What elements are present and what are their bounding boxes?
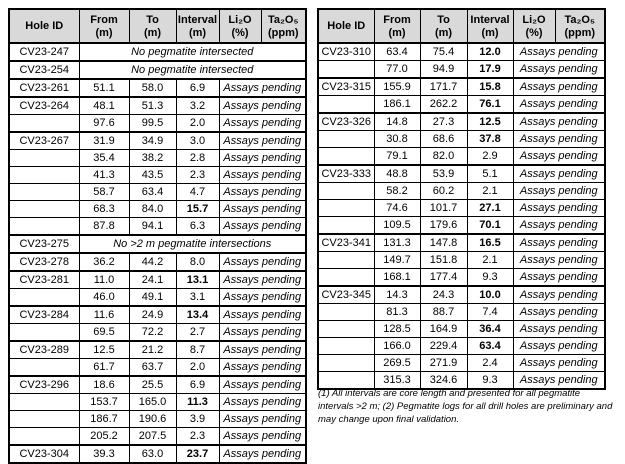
col-header-ta2o5 — [261, 9, 306, 43]
assays-status-cell: Assays pending — [513, 61, 605, 79]
table-row — [9, 61, 306, 79]
to-cell: 24.9 — [129, 306, 176, 324]
col-header-from — [79, 9, 129, 43]
to-cell: 63.0 — [129, 445, 176, 463]
to-cell: 207.5 — [129, 428, 176, 446]
from-cell: 69.5 — [79, 324, 129, 342]
hole-id-cell: CV23-281 — [9, 271, 79, 289]
col-header-hole-id: Hole ID — [318, 9, 374, 43]
to-cell: 147.8 — [420, 234, 467, 252]
interval-cell: 8.7 — [176, 341, 219, 359]
assays-status-cell: Assays pending — [219, 150, 306, 167]
interval-cell: 63.4 — [467, 338, 513, 355]
interval-cell: 3.9 — [176, 411, 219, 428]
col-header-ta2o5 — [555, 9, 605, 43]
table-row — [9, 359, 306, 377]
hole-id-cell — [9, 201, 79, 218]
to-cell: 44.2 — [129, 253, 176, 271]
to-cell: 49.1 — [129, 289, 176, 307]
col-header-unit: (m) — [481, 26, 499, 39]
footnote-text: (1) All intervals are core length and presented for all pegmatite intervals >2 m; (2) Pegmatite logs for all drill holes are preliminary and may change upon final validation. — [318, 388, 613, 426]
hole-id-cell — [318, 355, 374, 372]
col-header-unit: (m) — [434, 26, 453, 39]
to-cell: 271.9 — [420, 355, 467, 372]
table-row — [9, 201, 306, 218]
assays-status-cell: Assays pending — [513, 131, 605, 148]
from-cell: 153.7 — [79, 394, 129, 411]
assays-status-cell: Assays pending — [513, 286, 605, 304]
from-cell: 35.4 — [79, 150, 129, 167]
hole-id-cell — [318, 200, 374, 217]
to-cell: 68.6 — [420, 131, 467, 148]
table-row — [9, 376, 306, 394]
assays-status-cell: Assays pending — [513, 148, 605, 166]
col-header-unit: (ppm) — [267, 26, 299, 39]
table-row — [318, 252, 605, 269]
assays-status-cell: Assays pending — [219, 376, 306, 394]
table-row — [9, 132, 306, 150]
assays-status-cell: Assays pending — [513, 252, 605, 269]
interval-cell: 12.0 — [467, 43, 513, 61]
to-cell: 164.9 — [420, 321, 467, 338]
to-cell: 229.4 — [420, 338, 467, 355]
interval-cell: 15.7 — [176, 201, 219, 218]
assays-status-cell: Assays pending — [219, 445, 306, 463]
assays-status-cell: Assays pending — [513, 372, 605, 390]
from-cell: 48.1 — [79, 97, 129, 115]
interval-cell: 2.9 — [467, 148, 513, 166]
from-cell: 79.1 — [374, 148, 420, 166]
table-row — [318, 338, 605, 355]
to-cell: 60.2 — [420, 183, 467, 200]
interval-cell: 16.5 — [467, 234, 513, 252]
interval-cell: 5.1 — [467, 165, 513, 183]
hole-id-cell: CV23-264 — [9, 97, 79, 115]
interval-cell: 13.1 — [176, 271, 219, 289]
hole-id-cell: CV23-333 — [318, 165, 374, 183]
from-cell: 31.9 — [79, 132, 129, 150]
table-row — [318, 269, 605, 287]
col-header-label: Li₂O — [522, 13, 546, 26]
interval-cell: 2.1 — [467, 183, 513, 200]
header-row — [9, 9, 306, 43]
hole-id-cell: CV23-254 — [9, 61, 79, 79]
interval-cell: 8.0 — [176, 253, 219, 271]
col-header-label: Li₂O — [228, 13, 252, 26]
hole-id-cell — [318, 96, 374, 114]
assays-status-cell: Assays pending — [219, 324, 306, 342]
col-header-label: Interval — [470, 13, 510, 26]
from-cell: 39.3 — [79, 445, 129, 463]
hole-id-cell: CV23-315 — [318, 78, 374, 96]
to-cell: 84.0 — [129, 201, 176, 218]
to-cell: 63.4 — [129, 184, 176, 201]
assays-status-cell: Assays pending — [219, 428, 306, 446]
interval-cell: 2.7 — [176, 324, 219, 342]
hole-id-cell: CV23-304 — [9, 445, 79, 463]
table-row — [9, 394, 306, 411]
hole-id-cell — [9, 428, 79, 446]
interval-cell: 76.1 — [467, 96, 513, 114]
from-cell: 48.8 — [374, 165, 420, 183]
to-cell: 38.2 — [129, 150, 176, 167]
hole-id-cell: CV23-289 — [9, 341, 79, 359]
assays-status-cell: Assays pending — [219, 115, 306, 133]
to-cell: 58.0 — [129, 79, 176, 97]
table-row — [9, 428, 306, 446]
assays-status-cell: Assays pending — [513, 269, 605, 287]
assays-status-cell: Assays pending — [219, 253, 306, 271]
assays-status-cell: Assays pending — [513, 304, 605, 321]
col-header-to — [420, 9, 467, 43]
from-cell: 14.3 — [374, 286, 420, 304]
interval-cell: 70.1 — [467, 217, 513, 235]
col-header-unit: (ppm) — [564, 26, 596, 39]
from-cell: 149.7 — [374, 252, 420, 269]
interval-cell: 7.4 — [467, 304, 513, 321]
col-header-li2o — [219, 9, 261, 43]
interval-cell: 11.3 — [176, 394, 219, 411]
hole-id-cell — [318, 304, 374, 321]
interval-cell: 9.3 — [467, 372, 513, 390]
table-row — [318, 43, 605, 61]
hole-id-cell — [9, 184, 79, 201]
assays-status-cell: Assays pending — [513, 200, 605, 217]
to-cell: 99.5 — [129, 115, 176, 133]
col-header-hole-id: Hole ID — [9, 9, 79, 43]
table-row — [318, 355, 605, 372]
from-cell: 168.1 — [374, 269, 420, 287]
assays-status-cell: Assays pending — [219, 79, 306, 97]
assays-status-cell: Assays pending — [219, 359, 306, 377]
col-header-label: To — [146, 13, 159, 26]
table-row — [9, 167, 306, 184]
hole-id-cell — [9, 289, 79, 307]
interval-cell: 23.7 — [176, 445, 219, 463]
assays-status-cell: Assays pending — [219, 201, 306, 218]
interval-cell: 2.3 — [176, 428, 219, 446]
hole-id-cell — [318, 338, 374, 355]
to-cell: 43.5 — [129, 167, 176, 184]
from-cell: 97.6 — [79, 115, 129, 133]
from-cell: 74.6 — [374, 200, 420, 217]
table-row — [318, 113, 605, 131]
from-cell: 81.3 — [374, 304, 420, 321]
col-header-unit: (%) — [231, 26, 249, 39]
hole-id-cell — [9, 411, 79, 428]
table-row — [9, 115, 306, 133]
assays-status-cell: Assays pending — [513, 183, 605, 200]
table-row — [9, 289, 306, 307]
to-cell: 53.9 — [420, 165, 467, 183]
table-row — [9, 79, 306, 97]
col-header-li2o — [513, 9, 555, 43]
assays-status-cell: Assays pending — [219, 167, 306, 184]
interval-cell: 36.4 — [467, 321, 513, 338]
to-cell: 24.1 — [129, 271, 176, 289]
table-row — [318, 234, 605, 252]
interval-cell: 3.1 — [176, 289, 219, 307]
col-header-label: Ta₂O₅ — [564, 13, 595, 26]
to-cell: 94.9 — [420, 61, 467, 79]
hole-id-cell: CV23-296 — [9, 376, 79, 394]
header-row — [318, 9, 605, 43]
col-header-interval — [467, 9, 513, 43]
hole-id-cell — [318, 148, 374, 166]
interval-cell: 15.8 — [467, 78, 513, 96]
table-row — [318, 183, 605, 200]
interval-cell: 2.8 — [176, 150, 219, 167]
assays-status-cell: Assays pending — [219, 218, 306, 236]
from-cell: 315.3 — [374, 372, 420, 390]
hole-id-cell — [9, 218, 79, 236]
assays-status-cell: Assays pending — [219, 271, 306, 289]
hole-id-cell — [9, 150, 79, 167]
table-row — [9, 150, 306, 167]
table-row — [318, 217, 605, 235]
interval-cell: 2.4 — [467, 355, 513, 372]
from-cell: 36.2 — [79, 253, 129, 271]
note-cell: No >2 m pegmatite intersections — [79, 235, 306, 253]
from-cell: 186.1 — [374, 96, 420, 114]
from-cell: 128.5 — [374, 321, 420, 338]
col-header-unit: (m) — [143, 26, 162, 39]
hole-id-cell — [318, 269, 374, 287]
hole-id-cell: CV23-345 — [318, 286, 374, 304]
to-cell: 179.6 — [420, 217, 467, 235]
assays-status-cell: Assays pending — [513, 234, 605, 252]
from-cell: 58.2 — [374, 183, 420, 200]
table-row — [318, 304, 605, 321]
col-header-label: From — [90, 13, 118, 26]
from-cell: 11.0 — [79, 271, 129, 289]
hole-id-cell — [318, 321, 374, 338]
from-cell: 77.0 — [374, 61, 420, 79]
table-row — [318, 131, 605, 148]
table-row — [9, 97, 306, 115]
hole-id-cell: CV23-341 — [318, 234, 374, 252]
interval-cell: 6.9 — [176, 79, 219, 97]
to-cell: 88.7 — [420, 304, 467, 321]
table-row — [9, 43, 306, 61]
to-cell: 177.4 — [420, 269, 467, 287]
table-row — [9, 271, 306, 289]
assays-status-cell: Assays pending — [219, 341, 306, 359]
to-cell: 94.1 — [129, 218, 176, 236]
from-cell: 186.7 — [79, 411, 129, 428]
hole-id-cell: CV23-261 — [9, 79, 79, 97]
to-cell: 21.2 — [129, 341, 176, 359]
table-row — [9, 253, 306, 271]
table-row — [9, 218, 306, 236]
interval-cell: 2.0 — [176, 359, 219, 377]
col-header-label: To — [437, 13, 450, 26]
to-cell: 82.0 — [420, 148, 467, 166]
drill-intervals-table-left — [8, 8, 307, 464]
from-cell: 87.8 — [79, 218, 129, 236]
assays-status-cell: Assays pending — [513, 78, 605, 96]
hole-id-cell: CV23-278 — [9, 253, 79, 271]
assays-status-cell: Assays pending — [513, 321, 605, 338]
hole-id-cell — [318, 61, 374, 79]
from-cell: 68.3 — [79, 201, 129, 218]
assays-status-cell: Assays pending — [513, 113, 605, 131]
table-row — [9, 411, 306, 428]
from-cell: 109.5 — [374, 217, 420, 235]
from-cell: 63.4 — [374, 43, 420, 61]
from-cell: 41.3 — [79, 167, 129, 184]
hole-id-cell — [9, 394, 79, 411]
assays-status-cell: Assays pending — [219, 289, 306, 307]
from-cell: 205.2 — [79, 428, 129, 446]
col-header-label: Interval — [177, 13, 218, 26]
to-cell: 51.3 — [129, 97, 176, 115]
hole-id-cell — [318, 217, 374, 235]
assays-status-cell: Assays pending — [513, 96, 605, 114]
interval-cell: 27.1 — [467, 200, 513, 217]
col-header-interval — [176, 9, 219, 43]
to-cell: 262.2 — [420, 96, 467, 114]
from-cell: 18.6 — [79, 376, 129, 394]
assays-status-cell: Assays pending — [219, 411, 306, 428]
assays-status-cell: Assays pending — [219, 306, 306, 324]
assays-status-cell: Assays pending — [219, 394, 306, 411]
from-cell: 166.0 — [374, 338, 420, 355]
col-header-to — [129, 9, 176, 43]
to-cell: 101.7 — [420, 200, 467, 217]
interval-cell: 17.9 — [467, 61, 513, 79]
interval-cell: 4.7 — [176, 184, 219, 201]
col-header-unit: (m) — [188, 26, 207, 39]
to-cell: 75.4 — [420, 43, 467, 61]
interval-cell: 2.0 — [176, 115, 219, 133]
table-row — [9, 341, 306, 359]
assays-status-cell: Assays pending — [219, 132, 306, 150]
col-header-unit: (%) — [525, 26, 543, 39]
to-cell: 72.2 — [129, 324, 176, 342]
to-cell: 24.3 — [420, 286, 467, 304]
assays-status-cell: Assays pending — [513, 43, 605, 61]
table-row — [318, 96, 605, 114]
col-header-label: Ta₂O₅ — [267, 13, 299, 26]
interval-cell: 2.3 — [176, 167, 219, 184]
hole-id-cell — [9, 167, 79, 184]
assays-status-cell: Assays pending — [513, 217, 605, 235]
interval-cell: 12.5 — [467, 113, 513, 131]
interval-cell: 37.8 — [467, 131, 513, 148]
hole-id-cell — [9, 359, 79, 377]
col-header-unit: (m) — [95, 26, 113, 39]
hole-id-cell — [9, 115, 79, 133]
table-row — [318, 286, 605, 304]
assays-status-cell: Assays pending — [219, 184, 306, 201]
hole-id-cell: CV23-326 — [318, 113, 374, 131]
col-header-from — [374, 9, 420, 43]
interval-cell: 6.9 — [176, 376, 219, 394]
table-row — [318, 200, 605, 217]
from-cell: 14.8 — [374, 113, 420, 131]
from-cell: 58.7 — [79, 184, 129, 201]
interval-cell: 3.0 — [176, 132, 219, 150]
table-row — [318, 165, 605, 183]
hole-id-cell: CV23-310 — [318, 43, 374, 61]
from-cell: 269.5 — [374, 355, 420, 372]
from-cell: 12.5 — [79, 341, 129, 359]
to-cell: 324.6 — [420, 372, 467, 390]
hole-id-cell — [318, 252, 374, 269]
note-cell: No pegmatite intersected — [79, 61, 306, 79]
from-cell: 155.9 — [374, 78, 420, 96]
table-row — [9, 324, 306, 342]
table-row — [9, 235, 306, 253]
drill-intervals-table-right — [317, 8, 606, 390]
table-row — [318, 321, 605, 338]
col-header-label: From — [383, 13, 411, 26]
hole-id-cell: CV23-284 — [9, 306, 79, 324]
from-cell: 61.7 — [79, 359, 129, 377]
interval-cell: 2.1 — [467, 252, 513, 269]
table-row — [9, 184, 306, 201]
from-cell: 51.1 — [79, 79, 129, 97]
to-cell: 27.3 — [420, 113, 467, 131]
hole-id-cell — [318, 183, 374, 200]
to-cell: 165.0 — [129, 394, 176, 411]
hole-id-cell: CV23-247 — [9, 43, 79, 61]
from-cell: 30.8 — [374, 131, 420, 148]
to-cell: 190.6 — [129, 411, 176, 428]
hole-id-cell: CV23-267 — [9, 132, 79, 150]
col-header-unit: (m) — [388, 26, 406, 39]
interval-cell: 9.3 — [467, 269, 513, 287]
assays-status-cell: Assays pending — [513, 355, 605, 372]
to-cell: 63.7 — [129, 359, 176, 377]
from-cell: 131.3 — [374, 234, 420, 252]
interval-cell: 10.0 — [467, 286, 513, 304]
table-row — [9, 306, 306, 324]
from-cell: 46.0 — [79, 289, 129, 307]
interval-cell: 3.2 — [176, 97, 219, 115]
hole-id-cell — [318, 131, 374, 148]
note-cell: No pegmatite intersected — [79, 43, 306, 61]
hole-id-cell — [9, 324, 79, 342]
table-row — [318, 78, 605, 96]
interval-cell: 6.3 — [176, 218, 219, 236]
interval-cell: 13.4 — [176, 306, 219, 324]
table-row — [9, 445, 306, 463]
from-cell: 11.6 — [79, 306, 129, 324]
to-cell: 171.7 — [420, 78, 467, 96]
hole-id-cell: CV23-275 — [9, 235, 79, 253]
to-cell: 34.9 — [129, 132, 176, 150]
to-cell: 151.8 — [420, 252, 467, 269]
assays-status-cell: Assays pending — [219, 97, 306, 115]
assays-status-cell: Assays pending — [513, 165, 605, 183]
assays-status-cell: Assays pending — [513, 338, 605, 355]
to-cell: 25.5 — [129, 376, 176, 394]
table-row — [318, 148, 605, 166]
table-row — [318, 61, 605, 79]
